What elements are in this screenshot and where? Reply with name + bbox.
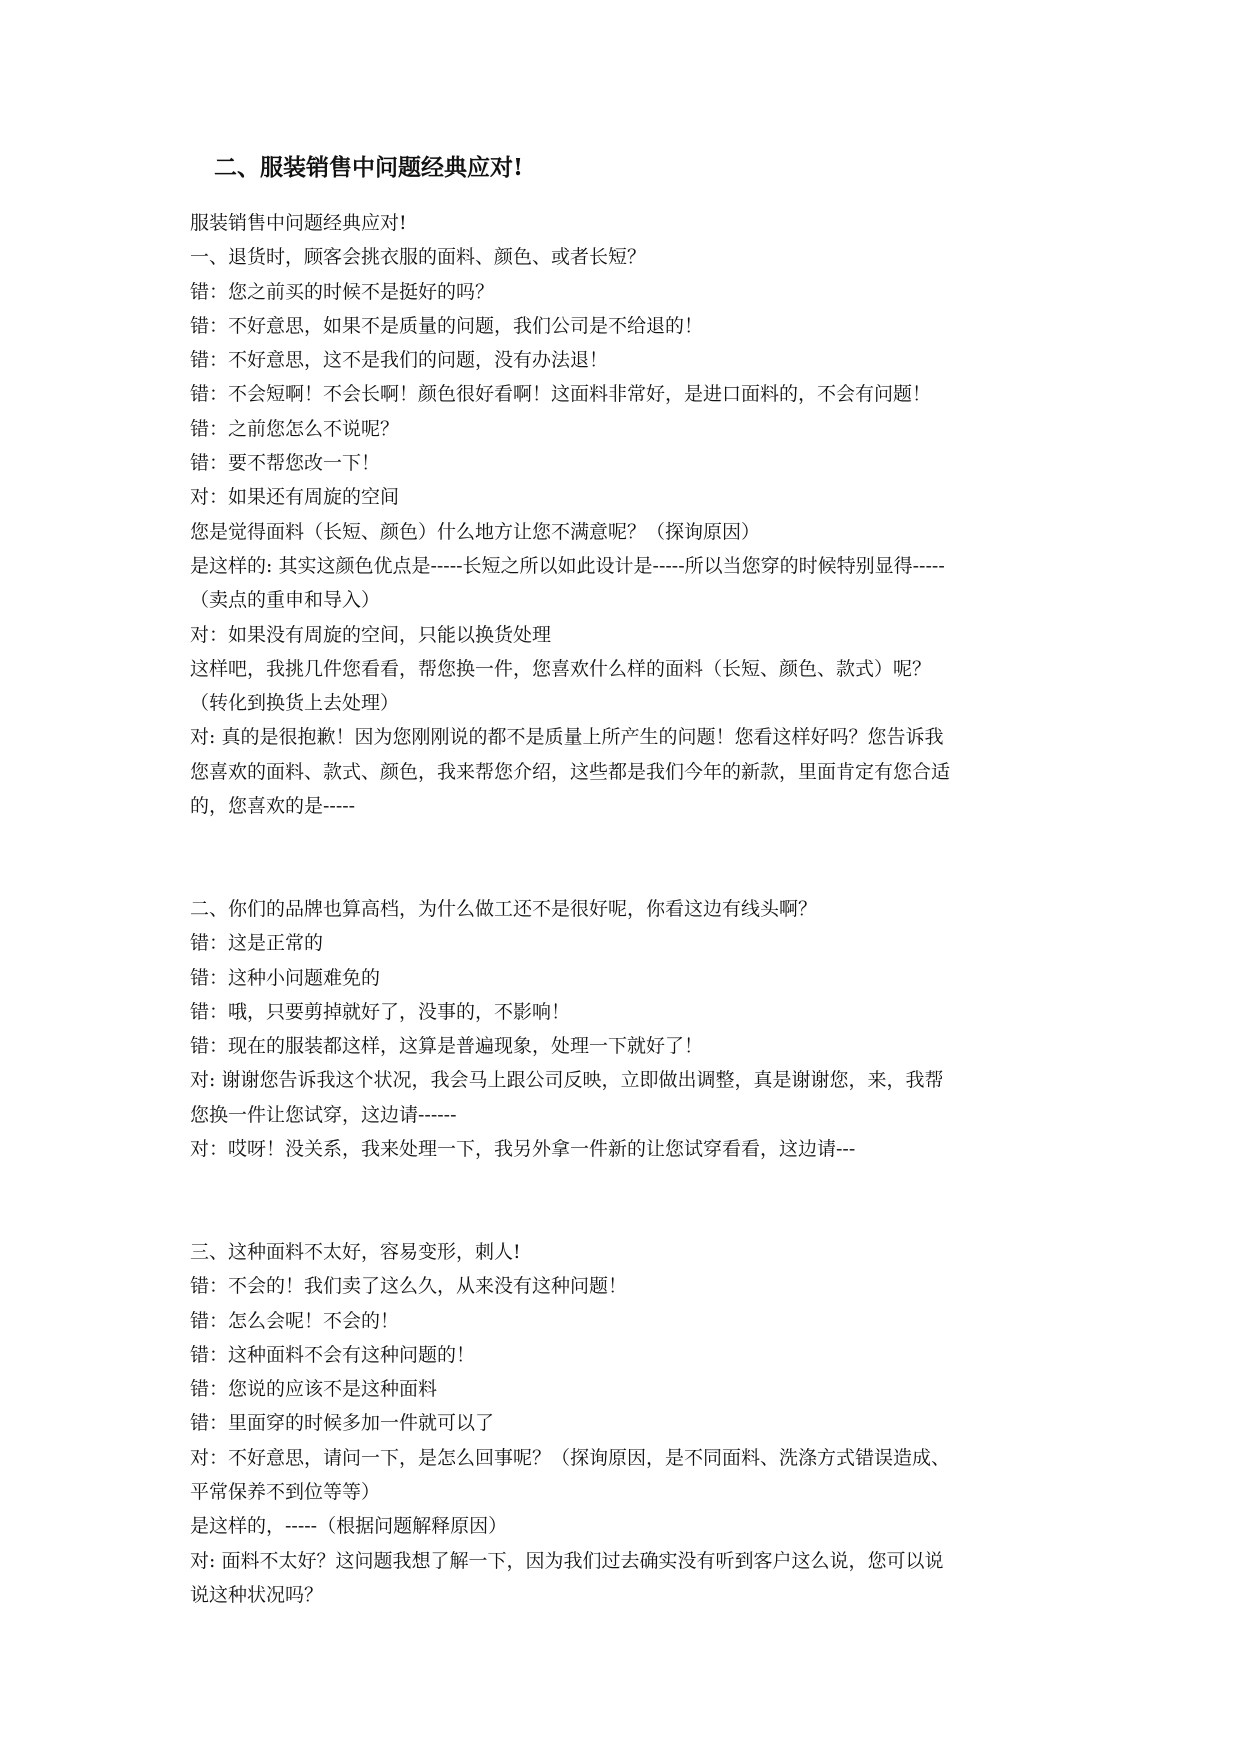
section-returns	[190, 206, 1070, 823]
wrong-answer: 错：这种小问题难免的	[190, 966, 381, 989]
wrong-answer: 错：哦，只要剪掉就好了，没事的，不影响！	[190, 1000, 571, 1023]
text-line: 您是觉得面料（长短、颜色）什么地方让您不满意呢？（探询原因）	[190, 520, 761, 543]
wrong-answer: 错：怎么会呢！不会的！	[190, 1309, 400, 1332]
text-line: 服装销售中问题经典应对!	[190, 212, 407, 234]
wrong-answer: 错：这种面料不会有这种问题的！	[190, 1343, 476, 1366]
text-line: 您换一件让您试穿，这边请------	[190, 1103, 457, 1126]
right-answer: 对: 真的是很抱歉！因为您刚刚说的都不是质量上所产生的问题！您看这样好吗？您告诉我	[190, 726, 944, 749]
spacer	[190, 1166, 1070, 1200]
text-line: 这样吧，我挑几件您看看，帮您换一件，您喜欢什么样的面料（长短、颜色、款式）呢？	[190, 657, 932, 680]
spacer	[190, 1201, 1070, 1235]
text-line: 平常保养不到位等等）	[190, 1480, 381, 1503]
wrong-answer: 错：不好意思，如果不是质量的问题，我们公司是不给退的！	[190, 314, 704, 337]
document-body	[190, 206, 1070, 1612]
wrong-answer: 错：里面穿的时候多加一件就可以了	[190, 1412, 495, 1435]
text-line: 说这种状况吗？	[190, 1583, 324, 1606]
wrong-answer: 错：不会短啊！不会长啊！颜色很好看啊！这面料非常好，是进口面料的，不会有问题！	[190, 383, 932, 406]
wrong-answer: 错：不好意思，这不是我们的问题，没有办法退！	[190, 349, 609, 372]
wrong-answer: 错：不会的！我们卖了这么久，从来没有这种问题！	[190, 1275, 628, 1298]
right-answer: 对: 谢谢您告诉我这个状况，我会马上跟公司反映，立即做出调整，真是谢谢您，来，我帮	[190, 1069, 944, 1092]
section-fabric	[190, 1235, 1070, 1612]
section-workmanship	[190, 892, 1070, 1166]
text-line: （卖点的重申和导入）	[190, 589, 381, 612]
spacer	[190, 858, 1070, 892]
question-heading: 三、这种面料不太好，容易变形，刺人!	[190, 1240, 521, 1263]
wrong-answer: 错：之前您怎么不说呢？	[190, 417, 400, 440]
text-line: 的，您喜欢的是-----	[190, 795, 356, 818]
wrong-answer: 错：您说的应该不是这种面料	[190, 1378, 438, 1401]
wrong-answer: 错：您之前买的时候不是挺好的吗？	[190, 280, 495, 303]
right-answer: 对: 面料不太好？这问题我想了解一下，因为我们过去确实没有听到客户这么说，您可以说	[190, 1549, 944, 1572]
wrong-answer: 错：这是正常的	[190, 932, 324, 955]
text-line: 您喜欢的面料、款式、颜色，我来帮您介绍，这些都是我们今年的新款，里面肯定有您合适	[190, 760, 951, 783]
question-heading: 一、退货时，顾客会挑衣服的面料、颜色、或者长短？	[190, 246, 647, 269]
document-title: 二、服装销售中问题经典应对!	[214, 154, 524, 181]
text-line: （转化到换货上去处理）	[190, 692, 400, 715]
question-heading: 二、你们的品牌也算高档，为什么做工还不是很好呢，你看这边有线头啊？	[190, 897, 818, 920]
right-answer: 对：如果还有周旋的空间	[190, 486, 400, 509]
spacer	[190, 823, 1070, 857]
wrong-answer: 错：要不帮您改一下！	[190, 452, 381, 475]
right-answer: 对：如果没有周旋的空间，只能以换货处理	[190, 623, 552, 646]
text-line: 是这样的: 其实这颜色优点是-----长短之所以如此设计是-----所以当您穿的时候特别显得-----	[190, 554, 945, 577]
text-line: 是这样的，-----（根据问题解释原因）	[190, 1515, 508, 1538]
wrong-answer: 错：现在的服装都这样，这算是普遍现象，处理一下就好了！	[190, 1035, 704, 1058]
right-answer: 对：不好意思，请问一下，是怎么回事呢？（探询原因，是不同面料、洗涤方式错误造成、	[190, 1446, 951, 1469]
right-answer: 对：哎呀！没关系，我来处理一下，我另外拿一件新的让您试穿看看，这边请---	[190, 1138, 856, 1161]
